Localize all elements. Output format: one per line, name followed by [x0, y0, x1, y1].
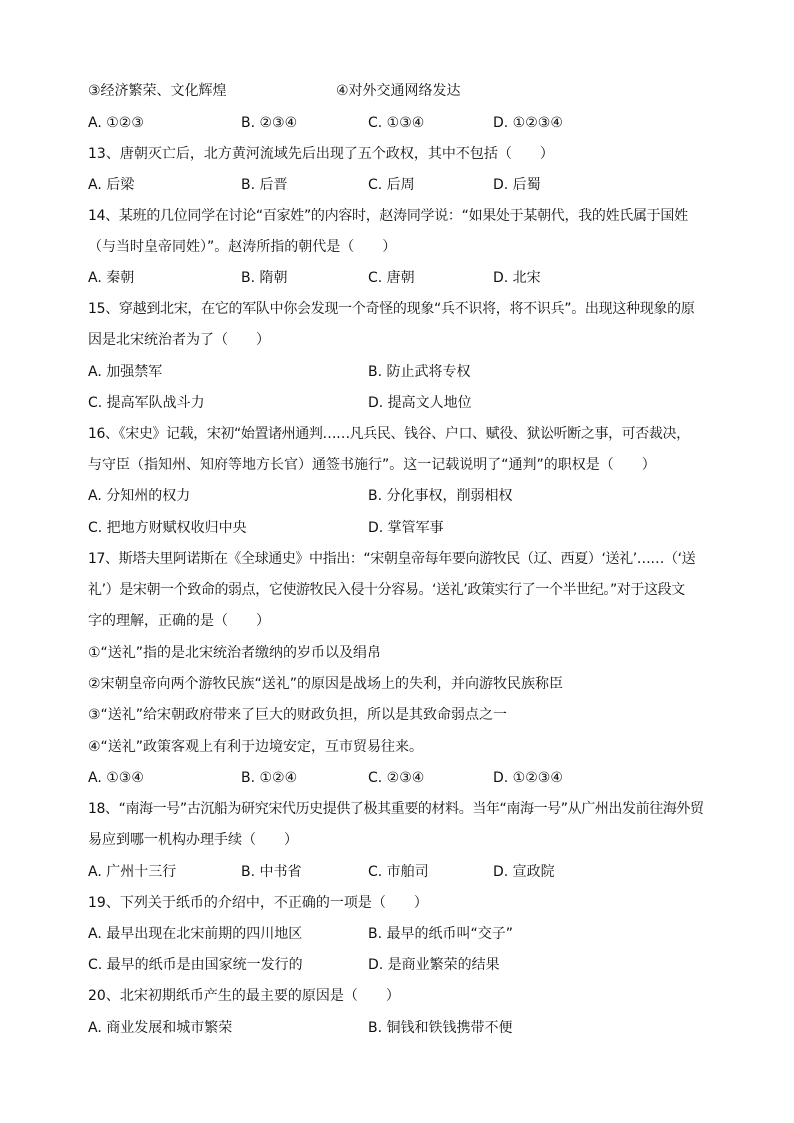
q18-option-d: D. 宣政院	[493, 864, 555, 880]
q19-option-d: D. 是商业繁荣的结果	[368, 957, 500, 973]
q15-stem-line-2: 因是北宋统治者为了（ ）	[88, 332, 270, 348]
q19-option-b: B. 最早的纸币叫“交子”	[368, 926, 514, 942]
q17-item-1: ①“送礼”指的是北宋统治者缴纳的岁币以及绢帛	[88, 645, 382, 661]
q12-option-c: C. ①③④	[368, 115, 425, 131]
q15-option-d: D. 提高文人地位	[368, 395, 472, 411]
q17-stem-line-3: 字的理解，正确的是（ ）	[88, 613, 270, 629]
q17-option-d: D. ①②③④	[493, 770, 563, 786]
q16-option-b: B. 分化事权，削弱相权	[368, 488, 513, 504]
q14-stem-line-2: （与当时皇帝同姓）”。赵涛所指的朝代是（ ）	[88, 239, 397, 255]
q13-stem: 13、唐朝灭亡后，北方黄河流域先后出现了五个政权，其中不包括（ ）	[88, 146, 554, 162]
q13-option-b: B. 后晋	[241, 177, 288, 193]
q15-option-a: A. 加强禁军	[88, 364, 163, 380]
q17-option-c: C. ②③④	[368, 770, 425, 786]
q18-stem-line-1: 18、“南海一号”古沉船为研究宋代历史提供了极其重要的材料。当年“南海一号”从广州出发前往海外贸	[88, 801, 704, 817]
q19-option-c: C. 最早的纸币是由国家统一发行的	[88, 957, 303, 973]
q17-option-b: B. ①②④	[241, 770, 298, 786]
q16-option-a: A. 分知州的权力	[88, 488, 191, 504]
q15-stem-line-1: 15、穿越到北宋，在它的军队中你会发现一个奇怪的现象“兵不识将，将不识兵”。出现这种现象的原	[88, 301, 695, 317]
q14-option-b: B. 隋朝	[241, 270, 288, 286]
q20-stem: 20、北宋初期纸币产生的最主要的原因是（ ）	[88, 988, 400, 1004]
q14-option-d: D. 北宋	[493, 270, 541, 286]
q17-stem-line-1: 17、斯塔夫里阿诺斯在《全球通史》中指出：“宋朝皇帝每年要向游牧民（辽、西夏）‘送礼’……（‘送	[88, 551, 696, 567]
q16-option-d: D. 掌管军事	[368, 520, 444, 536]
q15-option-c: C. 提高军队战斗力	[88, 395, 205, 411]
q14-stem-line-1: 14、某班的几位同学在讨论“百家姓”的内容时，赵涛同学说：“如果处于某朝代，我的姓氏属于国姓	[88, 208, 688, 224]
q14-option-a: A. 秦朝	[88, 270, 135, 286]
q17-option-a: A. ①③④	[88, 770, 144, 786]
q20-option-a: A. 商业发展和城市繁荣	[88, 1020, 233, 1036]
q13-option-d: D. 后蜀	[493, 177, 541, 193]
q16-stem-line-2: 与守臣（指知州、知府等地方长官）通签书施行”。这一记载说明了“通判”的职权是（ ）	[88, 457, 656, 473]
q13-option-a: A. 后梁	[88, 177, 135, 193]
q14-option-c: C. 唐朝	[368, 270, 415, 286]
q12-option-d: D. ①②③④	[493, 115, 563, 131]
q18-option-c: C. 市舶司	[368, 864, 429, 880]
q20-option-b: B. 铜钱和铁钱携带不便	[368, 1020, 513, 1036]
q17-item-2: ②宋朝皇帝向两个游牧民族“送礼”的原因是战场上的失利，并向游牧民族称臣	[88, 676, 564, 692]
q16-option-c: C. 把地方财赋权收归中央	[88, 520, 247, 536]
q12-item-4: ④对外交通网络发达	[336, 83, 461, 99]
q12-item-3: ③经济繁荣、文化辉煌	[88, 83, 227, 99]
q19-stem: 19、下列关于纸币的介绍中，不正确的一项是（ ）	[88, 895, 428, 911]
q18-option-b: B. 中书省	[241, 864, 302, 880]
q12-option-a: A. ①②③	[88, 115, 144, 131]
q19-option-a: A. 最早出现在北宋前期的四川地区	[88, 926, 303, 942]
q17-item-3: ③“送礼”给宋朝政府带来了巨大的财政负担，所以是其致命弱点之一	[88, 707, 508, 723]
q13-option-c: C. 后周	[368, 177, 415, 193]
q16-stem-line-1: 16、《宋史》记载，宋初“始置诸州通判……凡兵民、钱谷、户口、赋役、狱讼听断之事，可否裁决，	[88, 426, 690, 442]
q17-item-4: ④“送礼”政策客观上有利于边境安定，互市贸易往来。	[88, 739, 424, 755]
q18-option-a: A. 广州十三行	[88, 864, 177, 880]
q18-stem-line-2: 易应到哪一机构办理手续（ ）	[88, 832, 298, 848]
q15-option-b: B. 防止武将专权	[368, 364, 471, 380]
q12-option-b: B. ②③④	[241, 115, 298, 131]
q17-stem-line-2: 礼’）是宋朝一个致命的弱点，它使游牧民入侵十分容易。‘送礼’政策实行了一个半世纪。”对于这段文	[88, 582, 685, 598]
